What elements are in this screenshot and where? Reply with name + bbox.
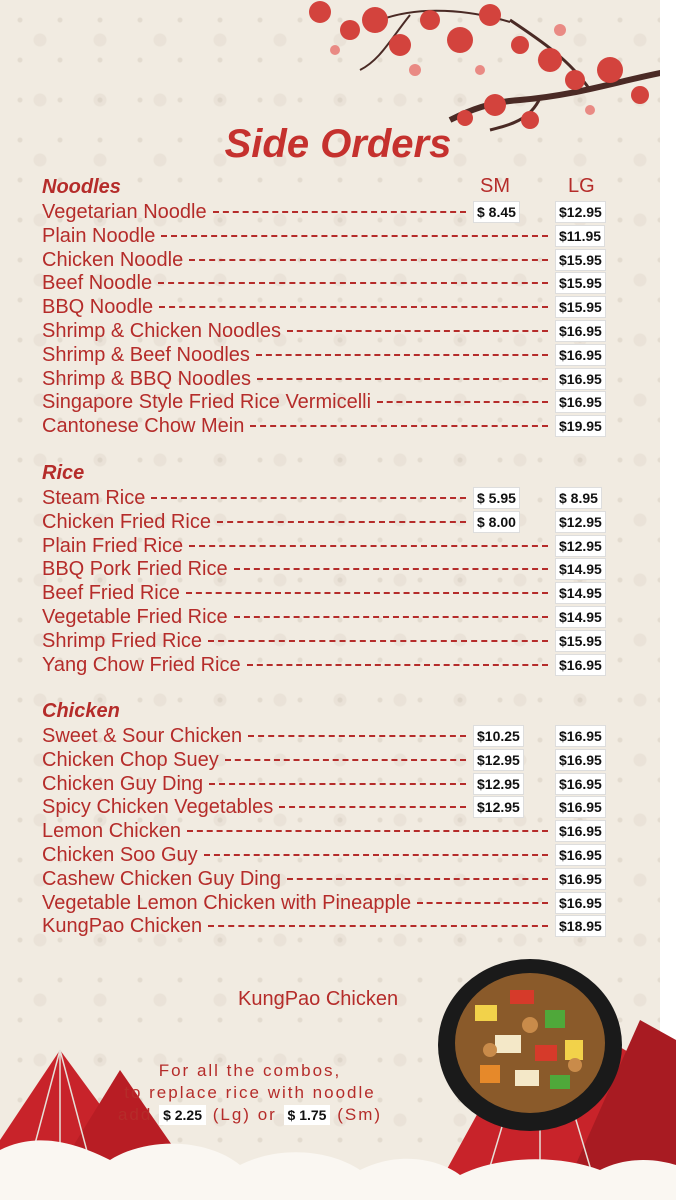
menu-item-row	[42, 891, 642, 915]
menu-item-name: Steam Rice	[42, 487, 146, 509]
price-large: $16.95	[556, 869, 605, 889]
dotted-leader	[279, 806, 466, 808]
menu-item-row	[42, 819, 642, 843]
menu-item-row	[42, 367, 642, 391]
menu-item-name: Chicken Guy Ding	[42, 772, 204, 795]
price-large: $14.95	[556, 559, 605, 579]
price-large: $12.95	[556, 512, 605, 532]
menu-item-row	[42, 414, 642, 438]
menu-item-name: Shrimp & Beef Noodles	[42, 343, 250, 366]
menu-item-row	[42, 653, 642, 677]
price-large: $16.95	[556, 655, 605, 675]
dotted-leader	[248, 735, 466, 737]
menu-item-row	[42, 224, 642, 248]
dotted-leader	[287, 330, 548, 332]
menu-item-name: Plain Noodle	[42, 224, 156, 247]
menu-item-row	[42, 748, 642, 772]
menu-item-name: Sweet & Sour Chicken	[42, 725, 243, 747]
price-large: $12.95	[556, 202, 605, 222]
menu-item-row	[42, 772, 642, 796]
menu-item-row	[42, 248, 642, 272]
price-small: $12.95	[474, 750, 523, 770]
section-title-chicken: Chicken	[42, 700, 120, 722]
menu-item-name: Yang Chow Fried Rice	[42, 653, 241, 676]
combo-sm-label: (Sm)	[337, 1105, 383, 1124]
dotted-leader	[209, 783, 466, 785]
price-small: $10.25	[474, 726, 523, 746]
dotted-leader	[256, 354, 548, 356]
price-large: $16.95	[556, 726, 605, 746]
dotted-leader	[151, 497, 466, 499]
price-large: $15.95	[556, 250, 605, 270]
price-large: $15.95	[556, 273, 605, 293]
combo-note-line2: to replace rice with noodle	[124, 1083, 376, 1102]
combo-lg-label: (Lg) or	[212, 1105, 277, 1124]
dotted-leader	[250, 425, 548, 427]
lg-column-header: LG	[568, 175, 595, 197]
menu-item-name: Plain Fried Rice	[42, 534, 184, 557]
sm-column-header: SM	[480, 175, 510, 197]
menu-item-name: Vegetable Lemon Chicken with Pineapple	[42, 891, 412, 914]
menu-item-row	[42, 200, 642, 224]
dotted-leader	[186, 592, 548, 594]
dotted-leader	[189, 545, 548, 547]
price-large: $16.95	[556, 750, 605, 770]
menu-item-row	[42, 914, 642, 938]
menu-item-name: Spicy Chicken Vegetables	[42, 796, 274, 819]
menu-item-name: Shrimp & BBQ Noodles	[42, 367, 251, 390]
menu-item-row	[42, 271, 642, 295]
dotted-leader	[377, 401, 548, 403]
dotted-leader	[159, 306, 548, 308]
price-large: $14.95	[556, 583, 605, 603]
menu-item-name: Shrimp Fried Rice	[42, 629, 203, 652]
price-large: $15.95	[556, 297, 605, 317]
price-large: $15.95	[556, 631, 605, 651]
price-large: $16.95	[556, 369, 605, 389]
menu-item-name: Singapore Style Fried Rice Vermicelli	[42, 391, 372, 414]
menu-item-row	[42, 795, 642, 819]
dotted-leader	[213, 211, 466, 213]
menu-item-name: Shrimp & Chicken Noodles	[42, 320, 281, 342]
menu-item-name: Vegetable Fried Rice	[42, 606, 228, 628]
dotted-leader	[187, 830, 548, 832]
dotted-leader	[217, 521, 466, 523]
menu-item-name: Vegetarian Noodle	[42, 201, 207, 223]
menu-item-name: Chicken Soo Guy	[42, 844, 198, 866]
price-large: $12.95	[556, 536, 605, 556]
dotted-leader	[287, 878, 548, 880]
menu-item-name: Chicken Chop Suey	[42, 748, 219, 771]
price-large: $16.95	[556, 774, 605, 794]
price-large: $ 8.95	[556, 488, 601, 508]
menu-item-row	[42, 629, 642, 653]
price-large: $16.95	[556, 797, 605, 817]
dotted-leader	[161, 235, 548, 237]
menu-item-name: Cashew Chicken Guy Ding	[42, 867, 281, 890]
menu-item-name: Cantonese Chow Mein	[42, 415, 245, 438]
menu-item-name: Beef Fried Rice	[42, 582, 180, 605]
dotted-leader	[234, 616, 548, 618]
menu-item-row	[42, 486, 642, 510]
price-small: $ 8.45	[474, 202, 519, 222]
menu-item-row	[42, 581, 642, 605]
price-large: $14.95	[556, 607, 605, 627]
menu-item-name: BBQ Noodle	[42, 296, 154, 319]
combo-note	[70, 1060, 430, 1126]
menu-item-row	[42, 319, 642, 343]
menu-item-row	[42, 605, 642, 629]
price-large: $11.95	[556, 226, 604, 246]
dish-photo-caption: KungPao Chicken	[238, 988, 399, 1010]
price-large: $19.95	[556, 416, 605, 436]
combo-sm-price: $ 1.75	[284, 1105, 331, 1125]
kungpao-chicken-photo	[435, 955, 625, 1135]
cherry-blossom-decoration	[290, 0, 676, 140]
dotted-leader	[204, 854, 548, 856]
price-large: $16.95	[556, 821, 605, 841]
price-small: $12.95	[474, 774, 523, 794]
combo-note-line1: For all the combos,	[158, 1061, 342, 1080]
menu-item-row	[42, 510, 642, 534]
menu-item-row	[42, 343, 642, 367]
dotted-leader	[189, 259, 548, 261]
dotted-leader	[417, 902, 548, 904]
price-large: $16.95	[556, 321, 605, 341]
menu-item-name: Chicken Fried Rice	[42, 510, 211, 533]
dotted-leader	[208, 925, 548, 927]
price-large: $16.95	[556, 392, 605, 412]
page-title: Side Orders	[224, 122, 452, 166]
menu-item-row	[42, 867, 642, 891]
dotted-leader	[257, 378, 548, 380]
section-title-rice: Rice	[42, 462, 85, 484]
price-large: $18.95	[556, 916, 605, 936]
dotted-leader	[208, 640, 548, 642]
menu-item-name: Chicken Noodle	[42, 248, 184, 271]
price-large: $16.95	[556, 893, 605, 913]
menu-item-name: KungPao Chicken	[42, 915, 203, 938]
dotted-leader	[234, 568, 548, 570]
menu-item-row	[42, 843, 642, 867]
menu-item-row	[42, 534, 642, 558]
price-small: $12.95	[474, 797, 523, 817]
section-title-noodles: Noodles	[42, 176, 121, 198]
menu-item-row	[42, 390, 642, 414]
menu-item-row	[42, 295, 642, 319]
combo-add-text: add	[117, 1105, 153, 1124]
menu-item-row	[42, 557, 642, 581]
price-large: $16.95	[556, 845, 605, 865]
menu-item-name: Lemon Chicken	[42, 820, 181, 843]
menu-item-name: BBQ Pork Fried Rice	[42, 558, 228, 581]
dotted-leader	[247, 664, 548, 666]
dotted-leader	[225, 759, 466, 761]
combo-note-line3	[70, 1104, 430, 1126]
price-large: $16.95	[556, 345, 605, 365]
combo-lg-price: $ 2.25	[159, 1105, 206, 1125]
dotted-leader	[158, 282, 548, 284]
menu-item-row	[42, 724, 642, 748]
price-small: $ 5.95	[474, 488, 519, 508]
menu-item-name: Beef Noodle	[42, 272, 153, 295]
price-small: $ 8.00	[474, 512, 519, 532]
